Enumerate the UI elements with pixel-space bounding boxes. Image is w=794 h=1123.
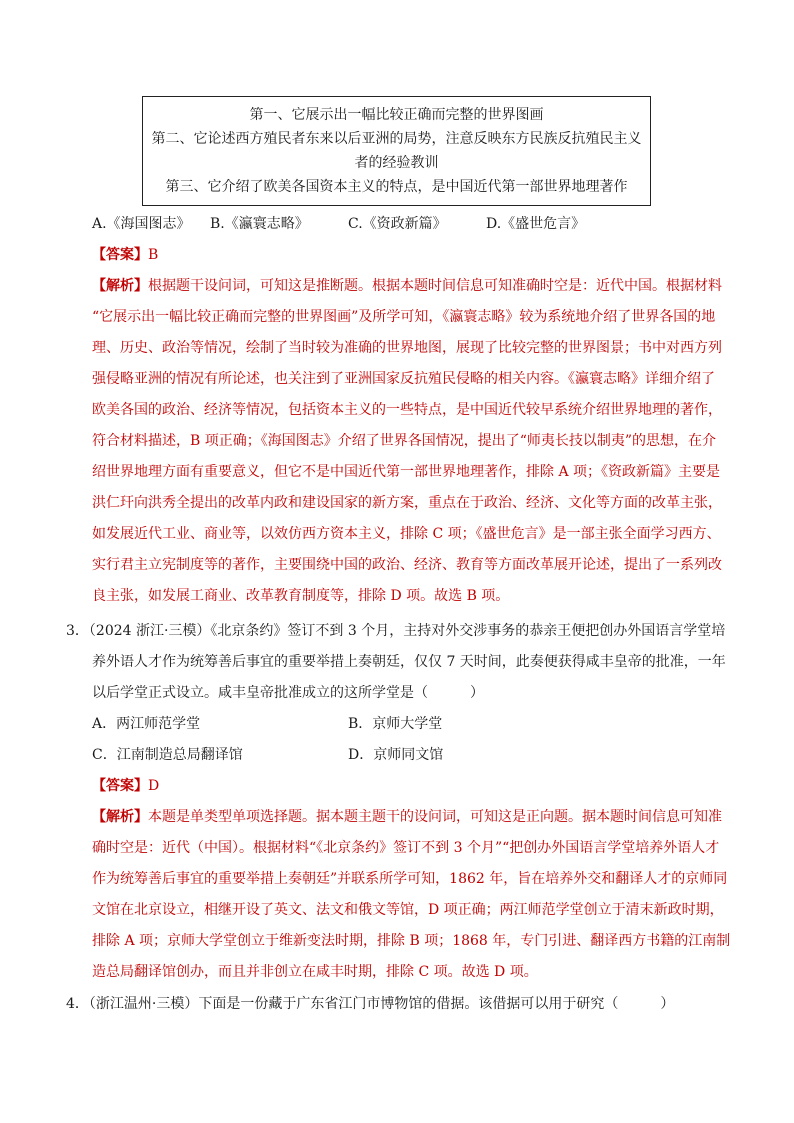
q2-option-a: A.《海国图志》 [92, 216, 191, 232]
q2-analysis-line [92, 276, 722, 296]
material-line: 第三、它介绍了欧美各国资本主义的特点，是中国近代第一部世界地理著作 [165, 179, 628, 195]
q3-analysis-line: 作为统筹善后事宜的重要举措上奏朝廷”并联系所学可知，1862 年，旨在培养外交和翻译人才的京师同 [92, 871, 728, 887]
answer-value: B [148, 247, 159, 263]
answer-tag: 【答案】 [92, 247, 148, 263]
q2-analysis-line: 洪仁玕向洪秀全提出的改革内政和建设国家的新方案，重点在于政治、经济、文化等方面的改革主张， [92, 495, 722, 511]
q3-stem-line: 以后学堂正式设立。咸丰皇帝批准成立的这所学堂是（ ） [92, 685, 484, 701]
q2-analysis-line: 良主张，如发展工商业、改革教育制度等，排除 D 项。故选 B 项。 [92, 588, 510, 604]
q3-option-d: D．京师同文馆 [348, 747, 444, 763]
q3-analysis-line: 造总局翻译馆创办，而且并非创立在咸丰时期，排除 C 项。故选 D 项。 [92, 964, 538, 980]
answer-tag: 【答案】 [92, 778, 148, 794]
q3-option-b: B．京师大学堂 [348, 716, 443, 732]
q2-analysis-line: 绍世界地理方面有重要意义，但它不是中国近代第一部世界地理著作，排除 A 项；《资政新篇》主要是 [92, 464, 721, 480]
analysis-text: 本题是单类型单项选择题。据本题主题干的设问词，可知这是正向题。据本题时间信息可知准 [148, 809, 722, 825]
q3-analysis-line [92, 807, 722, 827]
q2-analysis-line: 如发展近代工业、商业等，以效仿西方资本主义，排除 C 项；《盛世危言》是一部主张全面学习西方、 [92, 526, 721, 542]
q2-analysis-line: 强侵略亚洲的情况有所论述，也关注到了亚洲国家反抗殖民侵略的相关内容。《瀛寰志略》详细介绍了 [92, 371, 715, 387]
analysis-text: 根据题干设问词，可知这是推断题。根据本题时间信息可知准确时空是：近代中国。根据材料 [148, 278, 722, 294]
analysis-tag: 【解析】 [92, 278, 148, 294]
q2-analysis-line: 符合材料描述，B 项正确；《海国图志》介绍了世界各国情况，提出了“师夷长技以制夷”的思想，在介 [92, 433, 717, 449]
material-line: 第一、它展示出一幅比较正确而完整的世界图画 [249, 107, 544, 123]
answer-value: D [148, 778, 160, 794]
q3-option-a: A．两江师范学堂 [92, 716, 201, 732]
q2-analysis-line: 实行君主立宪制度等的著作，主要围绕中国的政治、经济、教育等方面改革展开论述，提出了一系列改 [92, 557, 722, 573]
q3-analysis-line: 排除 A 项；京师大学堂创立于维新变法时期，排除 B 项；1868 年，专门引进、翻译西方书籍的江南制 [92, 933, 731, 949]
material-line: 第二、它论述西方殖民者东来以后亚洲的局势，注意反映东方民族反抗殖民主义 [151, 131, 642, 147]
q2-answer [92, 245, 158, 265]
q3-analysis-line: 确时空是：近代（中国）。根据材料“《北京条约》签订不到 3 个月”“把创办外国语言学堂培养外语人才 [92, 840, 720, 856]
q2-option-c: C.《资政新篇》 [348, 216, 447, 232]
q2-analysis-line: “它展示出一幅比较正确而完整的世界图画”及所学可知，《瀛寰志略》较为系统地介绍了世界各国的地 [92, 309, 716, 325]
q3-answer [92, 776, 159, 796]
q2-analysis-line: 理、历史、政治等情况，绘制了当时较为准确的世界地图，展现了比较完整的世界图景；书中对西方列 [92, 340, 722, 356]
analysis-tag: 【解析】 [92, 809, 148, 825]
q3-option-c: C．江南制造总局翻译馆 [92, 747, 243, 763]
q3-stem-line: 养外语人才作为统筹善后事宜的重要举措上奏朝廷，仅仅 7 天时间，此奏便获得咸丰皇帝的批准，一年 [92, 654, 726, 670]
material-box [142, 96, 651, 206]
q2-option-b: B.《瀛寰志略》 [210, 216, 309, 232]
q2-analysis-line: 欧美各国的政治、经济等情况，包括资本主义的一些特点，是中国近代较早系统介绍世界地理的著作， [92, 402, 722, 418]
q2-option-d: D.《盛世危言》 [486, 216, 586, 232]
material-line: 者的经验教训 [354, 155, 439, 171]
q3-stem-line: 3．（2024 浙江·三模）《北京条约》签订不到 3 个月，主持对外交涉事务的恭亲王便把创办外国语言学堂培 [66, 623, 726, 639]
q4-stem-line: 4．（浙江温州·三模）下面是一份藏于广东省江门市博物馆的借据。该借据可以用于研究（ ） [66, 996, 675, 1012]
q3-analysis-line: 文馆在北京设立，相继开设了英文、法文和俄文等馆，D 项正确；两江师范学堂创立于清末新政时期， [92, 902, 724, 918]
